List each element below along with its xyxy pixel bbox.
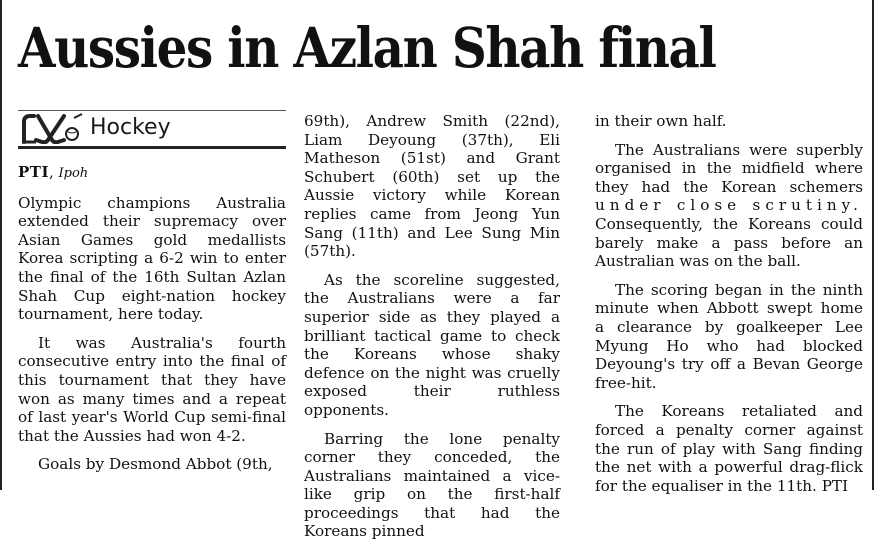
column-1 <box>18 110 286 484</box>
paragraph-part: The Australians were superbly organised in the midfield where they had the Korean schemers <box>595 140 863 196</box>
section-label: Hockey <box>90 115 171 140</box>
byline-agency: PTI <box>18 163 49 181</box>
byline <box>18 163 286 184</box>
paragraph-part: Consequently, the Koreans could barely make a pass before an Australian was on the ball. <box>595 214 863 271</box>
column-2 <box>304 112 560 551</box>
hockey-sticks-icon <box>18 112 86 144</box>
paragraph <box>595 141 863 271</box>
kicker-top-rule <box>18 110 286 111</box>
paragraph: Goals by Desmond Abbot (9th, <box>38 455 273 474</box>
paragraph: The Koreans retaliated and forced a penalty corner against the run of play with Sang finding the net with a powerful drag-flick for the equaliser in the 11th. PTI <box>595 402 863 495</box>
paragraph: in their own half. <box>595 112 727 130</box>
byline-separator: , <box>48 163 59 181</box>
paragraph: The scoring began in the ninth minute when Abbott swept home a clearance by goalkeeper Lee Myung Ho who had blocked Deyoung's try off a Bevan George free-hit. <box>595 280 863 392</box>
section-kicker <box>18 110 286 149</box>
byline-place: Ipoh <box>58 166 89 181</box>
paragraph-part: under close scrutiny. <box>595 196 863 215</box>
paragraph: Olympic champions Australia extended their supremacy over Asian Games gold medallists Korea scripting a 6-2 win to enter the final of the 16th Sultan Azlan Shah Cup eight-nation hockey tournament, here today. <box>18 193 286 324</box>
column-3 <box>595 112 863 505</box>
headline: Aussies in Azlan Shah final <box>18 15 716 80</box>
paragraph: Barring the lone penalty corner they conceded, the Australians maintained a vice-like grip on the first-half proceedings that had the Koreans pinned <box>304 429 560 541</box>
paragraph: It was Australia's fourth consecutive entry into the final of this tournament that they have won as many times and a repeat of last year's World Cup semi-final that the Aussies had won 4-2. <box>18 333 286 445</box>
paragraph: 69th), Andrew Smith (22nd), Liam Deyoung (37th), Eli Matheson (51st) and Grant Schubert (60th) set up the Aussie victory while Korean replies came from Jeong Yun Sang (11th) and Lee Sung Min (57th). <box>304 112 560 261</box>
paragraph: As the scoreline suggested, the Australians were a far superior side as they played a brilliant tactical game to check the Koreans whose shaky defence on the night was cruelly exposed their ruthless opponents. <box>304 270 560 419</box>
